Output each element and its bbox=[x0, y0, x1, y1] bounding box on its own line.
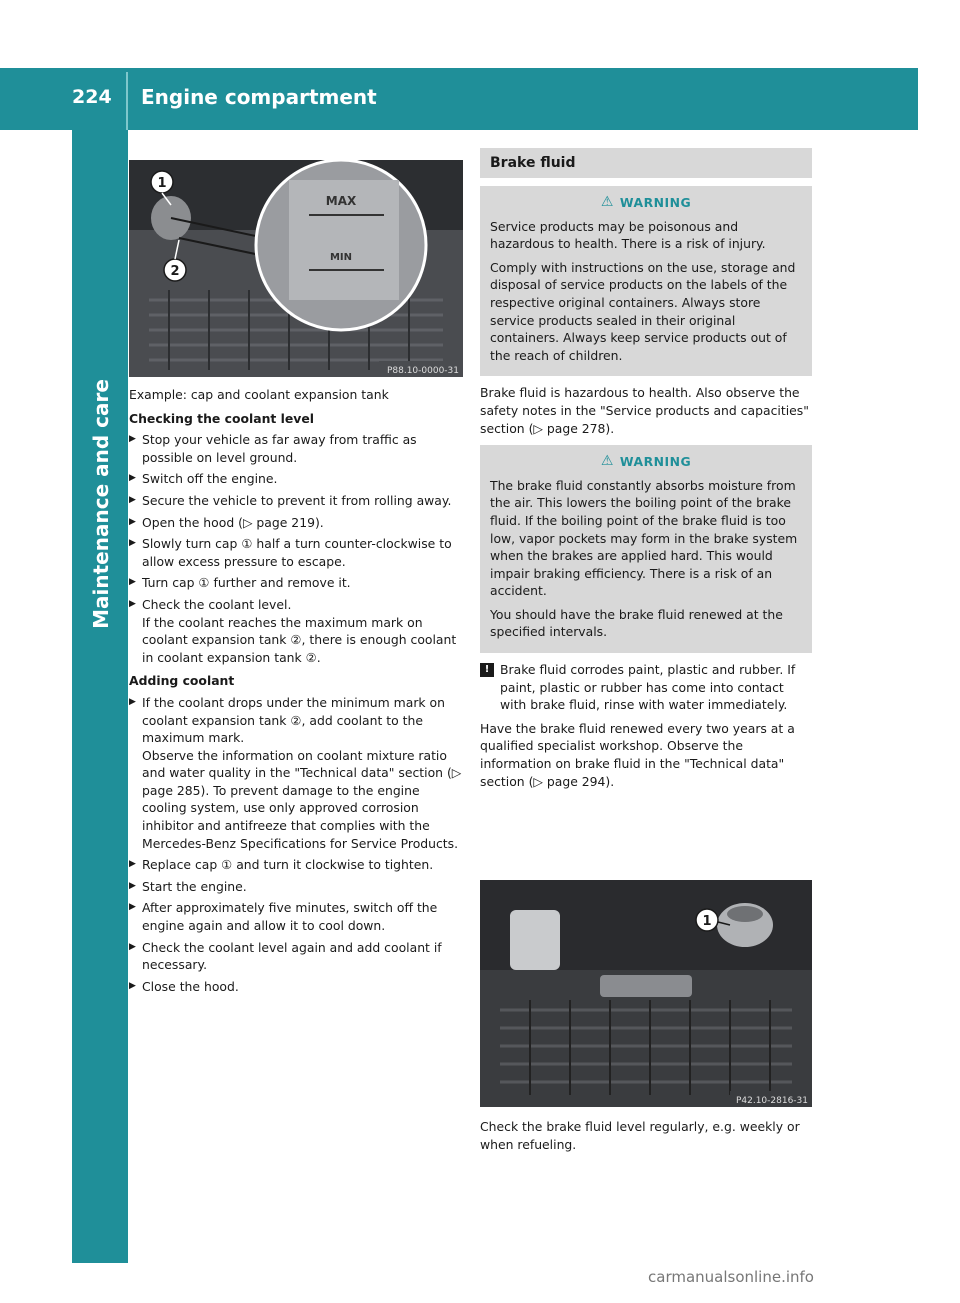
list-item: ▶ Start the engine. bbox=[129, 878, 247, 894]
list-item: ▶ Slowly turn cap ① half a turn counter-clockwise to allow excess pressure to escape. bbox=[129, 536, 452, 569]
side-tab bbox=[72, 130, 128, 1263]
warning-box bbox=[480, 445, 812, 653]
paragraph: Check the brake fluid level regularly, e.g. weekly or when refueling. bbox=[480, 1119, 800, 1152]
max-label: MAX bbox=[325, 194, 357, 208]
warning-icon: ⚠ bbox=[600, 453, 614, 470]
arrow-icon: ▶ bbox=[129, 859, 136, 870]
arrow-icon: ▶ bbox=[129, 941, 136, 952]
warning-title: ⚠ WARNING bbox=[600, 194, 692, 210]
list-item: ▶ Check the coolant level. If the coolant reaches the maximum mark on coolant expansion tank ②, there is enough coolant in coolant expansion tank ②. bbox=[129, 596, 457, 665]
paragraph: Have the brake fluid renewed every two years at a qualified specialist workshop. Observe the information on brake fluid in the "Technical data" section (▷ page 294). bbox=[480, 720, 795, 789]
header-divider bbox=[126, 72, 128, 130]
arrow-icon: ▶ bbox=[129, 494, 136, 505]
warning-title: ⚠ WARNING bbox=[600, 453, 692, 470]
paragraph: Brake fluid is hazardous to health. Also observe the safety notes in the "Service products and capacities" section (▷ page 278). bbox=[480, 385, 809, 436]
arrow-icon: ▶ bbox=[129, 577, 136, 588]
exclamation-icon: ! bbox=[480, 663, 494, 677]
note bbox=[480, 661, 812, 714]
figure-caption: Example: cap and coolant expansion tank bbox=[129, 387, 389, 402]
arrow-icon: ▶ bbox=[129, 980, 136, 991]
list-item: ▶ If the coolant drops under the minimum mark on coolant expansion tank ②, add coolant to the maximum mark. Observe the information on coolant mixture ratio and water quality in the "Technical data" section (▷ page 285). To prevent damage to the engine cooling system, use only approved corrosion inhibitor and antifreeze that complies with the Mercedes-Benz Specifications for Service Products. bbox=[129, 694, 462, 851]
header-bar bbox=[0, 68, 918, 130]
arrow-icon: ▶ bbox=[129, 473, 136, 484]
warning-text: Service products may be poisonous and hazardous to health. There is a risk of injury. bbox=[490, 218, 766, 252]
arrow-icon: ▶ bbox=[129, 598, 136, 609]
list-item: ▶ Replace cap ① and turn it clockwise to tighten. bbox=[129, 857, 434, 873]
list-item: ▶ Check the coolant level again and add coolant if necessary. bbox=[129, 939, 442, 973]
warning-text: You should have the brake fluid renewed at the specified intervals. bbox=[490, 606, 783, 640]
brake-fluid-figure bbox=[480, 880, 812, 1107]
brake-fluid-illustration bbox=[480, 880, 812, 1107]
list-item: ▶ Secure the vehicle to prevent it from rolling away. bbox=[129, 492, 452, 508]
arrow-icon: ▶ bbox=[129, 434, 136, 445]
list-item: ▶ Stop your vehicle as far away from traffic as possible on level ground. bbox=[129, 432, 417, 465]
section-heading: Brake fluid bbox=[480, 148, 812, 178]
adding-heading: Adding coolant bbox=[129, 673, 235, 689]
warning-box bbox=[480, 186, 812, 376]
arrow-icon: ▶ bbox=[129, 516, 136, 527]
list-item: ▶ Open the hood (▷ page 219). bbox=[129, 514, 324, 530]
list-item: ▶ Switch off the engine. bbox=[129, 471, 278, 487]
arrow-icon: ▶ bbox=[129, 902, 136, 913]
right-column-bottom bbox=[480, 1118, 812, 1157]
arrow-icon: ▶ bbox=[129, 880, 136, 891]
list-item: ▶ After approximately five minutes, switch off the engine again and allow it to cool down. bbox=[129, 900, 438, 934]
adding-steps bbox=[129, 694, 463, 996]
right-column bbox=[480, 186, 812, 794]
callout-1: 1 bbox=[157, 176, 167, 191]
checking-steps bbox=[129, 431, 463, 666]
figure-code: P88.10-0000-31 bbox=[386, 366, 459, 376]
arrow-icon: ▶ bbox=[129, 696, 136, 707]
note-text: Brake fluid corrodes paint, plastic and rubber. If paint, plastic or rubber has come into contact with brake fluid, rinse with water immediately. bbox=[500, 662, 796, 713]
coolant-tank-figure bbox=[129, 160, 463, 377]
warning-text: Comply with instructions on the use, storage and disposal of service products on the labels of the respective original containers. Always store service products sealed in their original containers. Always keep service products out of the reach of children. bbox=[490, 259, 796, 363]
left-column bbox=[129, 386, 463, 999]
side-tab-label: Maintenance and care bbox=[89, 379, 113, 629]
min-label: MIN bbox=[329, 252, 353, 263]
watermark: carmanualsonline.info bbox=[648, 1268, 814, 1286]
checking-heading: Checking the coolant level bbox=[129, 410, 315, 426]
figure-code: P42.10-2816-31 bbox=[735, 1096, 808, 1106]
warning-icon: ⚠ bbox=[600, 194, 614, 210]
callout-2: 2 bbox=[170, 264, 180, 279]
coolant-tank-illustration bbox=[129, 160, 463, 377]
arrow-icon: ▶ bbox=[129, 538, 136, 549]
page-number: 224 bbox=[72, 86, 112, 108]
warning-text: The brake fluid constantly absorbs moisture from the air. This lowers the boiling point of the brake fluid. If the boiling point of the brake fluid is too low, vapor pockets may form in the brake system when the brakes are applied hard. This would impair braking efficiency. There is a risk of an accident. bbox=[490, 477, 798, 599]
callout-1: 1 bbox=[702, 914, 712, 929]
list-item: ▶ Close the hood. bbox=[129, 978, 239, 994]
chapter-title: Engine compartment bbox=[141, 85, 377, 109]
list-item: ▶ Turn cap ① further and remove it. bbox=[129, 575, 351, 591]
